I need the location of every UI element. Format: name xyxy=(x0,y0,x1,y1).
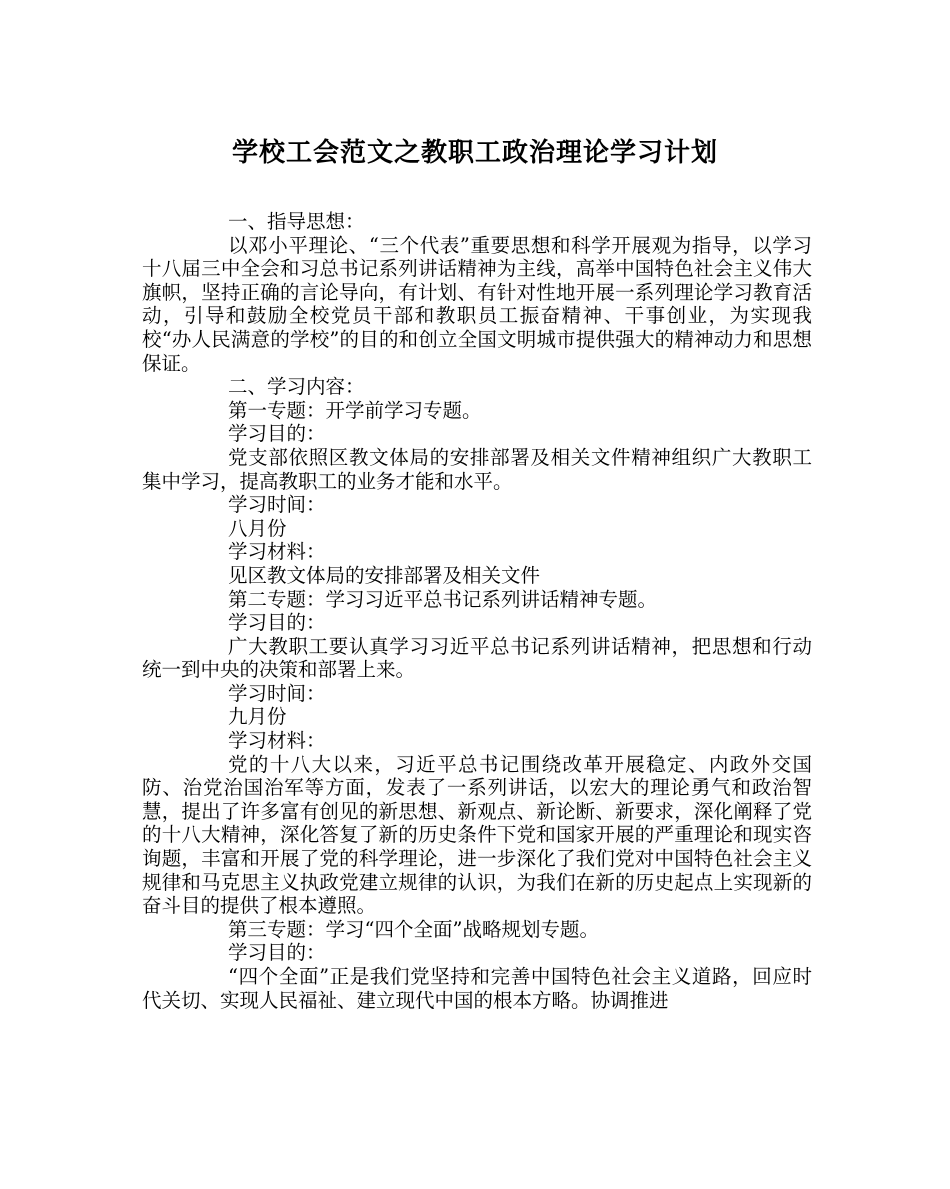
topic-2-purpose-text: 广大教职工要认真学习习近平总书记系列讲话精神，把思想和行动统一到中央的决策和部署上来。 xyxy=(142,634,812,682)
topic-2-heading: 第二专题：学习习近平总书记系列讲话精神专题。 xyxy=(228,587,658,611)
topic-1-time-value: 八月份 xyxy=(228,516,287,540)
topic-1-time-label: 学习时间： xyxy=(228,493,326,517)
topic-2-material-text: 党的十八大以来，习近平总书记围绕改革开展稳定、内政外交国防、治党治国治军等方面，发表了一系列讲话，以宏大的理论勇气和政治智慧，提出了许多富有创见的新思想、新观点、新论断、新要求，深化阐释了党的十八大精神，深化答复了新的历史条件下党和国家开展的严重理论和现实咨询题，丰富和开展了党的科学理论，进一步深化了我们党对中国特色社会主义规律和马克思主义执政党建立规律的认识，为我们在新的历史起点上实现新的奋斗目的提供了根本遵照。 xyxy=(142,752,812,918)
document-title: 学校工会范文之教职工政治理论学习计划 xyxy=(231,138,718,168)
topic-1-material-label: 学习材料： xyxy=(228,540,326,564)
topic-1-purpose-label: 学习目的： xyxy=(228,422,326,446)
topic-2-material-label: 学习材料： xyxy=(228,729,326,753)
section-heading-study-content: 二、学习内容： xyxy=(228,375,365,399)
topic-1-heading: 第一专题：开学前学习专题。 xyxy=(228,398,482,422)
topic-3-purpose-label: 学习目的： xyxy=(228,941,326,965)
topic-1-material-text: 见区教文体局的安排部署及相关文件 xyxy=(228,563,541,587)
topic-2-time-label: 学习时间： xyxy=(228,681,326,705)
document-body xyxy=(142,210,812,1012)
section-heading-guiding-thought: 一、指导思想： xyxy=(228,210,365,233)
topic-3-purpose-text: “四个全面”正是我们党坚持和完善中国特色社会主义道路，回应时代关切、实现人民福祉、建立现代中国的根本方略。协调推进 xyxy=(142,965,812,1012)
topic-1-purpose-text: 党支部依照区教文体局的安排部署及相关文件精神组织广大教职工集中学习，提高教职工的业务才能和水平。 xyxy=(142,445,812,493)
topic-2-purpose-label: 学习目的： xyxy=(228,611,326,635)
topic-3-heading: 第三专题：学习“四个全面”战略规划专题。 xyxy=(228,917,599,941)
paragraph-guiding-thought: 以邓小平理论、“三个代表”重要思想和科学开展观为指导，以学习十八届三中全会和习总书记系列讲话精神为主线，高举中国特色社会主义伟大旗帜，坚持正确的言论导向，有计划、有针对性地开展一系列理论学习教育活动，引导和鼓励全校党员干部和教职员工振奋精神、干事创业，为实现我校“办人民满意的学校”的目的和创立全国文明城市提供强大的精神动力和思想保证。 xyxy=(142,233,812,375)
topic-2-time-value: 九月份 xyxy=(228,705,287,729)
